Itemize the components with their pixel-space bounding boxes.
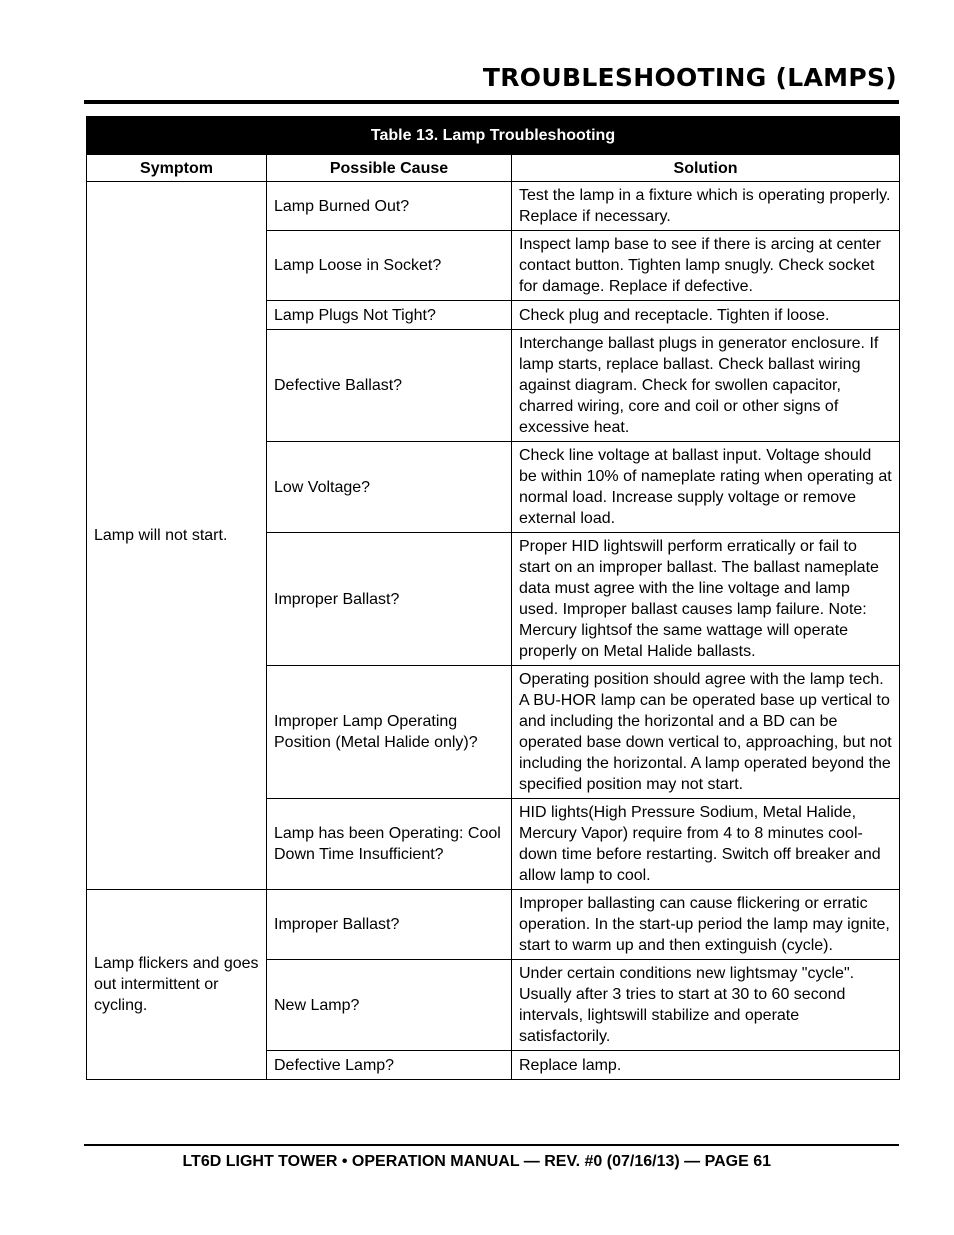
cause-cell: Improper Ballast? [267,890,512,960]
page-title: TROUBLESHOOTING (LAMPS) [482,63,897,92]
footer-rule [84,1144,899,1146]
cause-cell: Lamp Burned Out? [267,182,512,231]
symptom-cell: Lamp will not start. [87,182,267,890]
lamp-troubleshooting-table [86,116,900,1080]
cause-cell: New Lamp? [267,960,512,1051]
solution-cell: HID lights(High Pressure Sodium, Metal Halide, Mercury Vapor) require from 4 to 8 minutes cool-down time before restarting. Switch off breaker and allow lamp to cool. [512,799,900,890]
cause-cell: Defective Lamp? [267,1051,512,1080]
table-row [87,182,900,231]
page-footer: LT6D LIGHT TOWER • OPERATION MANUAL — REV. #0 (07/16/13) — PAGE 61 [182,1153,771,1170]
solution-cell: Under certain conditions new lightsmay "cycle". Usually after 3 tries to start at 30 to 60 second intervals, lightswill stabilize and operate satisfactorily. [512,960,900,1051]
table-caption: Table 13. Lamp Troubleshooting [87,117,900,155]
solution-cell: Proper HID lightswill perform erratically or fail to start on an improper ballast. The ballast nameplate data must agree with the line voltage and lamp used. Improper ballast causes lamp failure. Note: Mercury lightsof the same wattage will operate properly on Metal Halide ballasts. [512,533,900,666]
solution-cell: Check line voltage at ballast input. Voltage should be within 10% of nameplate rating when operating at normal load. Increase supply voltage or remove external load. [512,442,900,533]
column-header-possible-cause: Possible Cause [267,155,512,182]
solution-cell: Improper ballasting can cause flickering or erratic operation. In the start-up period the lamp may ignite, start to warm up and then extinguish (cycle). [512,890,900,960]
title-rule [84,100,899,104]
cause-cell: Lamp Loose in Socket? [267,231,512,301]
cause-cell: Low Voltage? [267,442,512,533]
cause-cell: Defective Ballast? [267,330,512,442]
column-header-solution: Solution [512,155,900,182]
column-header-symptom: Symptom [87,155,267,182]
solution-cell: Inspect lamp base to see if there is arcing at center contact button. Tighten lamp snugly. Check socket for damage. Replace if defective. [512,231,900,301]
cause-cell: Lamp Plugs Not Tight? [267,301,512,330]
cause-cell: Improper Ballast? [267,533,512,666]
cause-cell: Lamp has been Operating: Cool Down Time Insufficient? [267,799,512,890]
cause-cell: Improper Lamp Operating Position (Metal Halide only)? [267,666,512,799]
solution-cell: Replace lamp. [512,1051,900,1080]
solution-cell: Test the lamp in a fixture which is operating properly. Replace if necessary. [512,182,900,231]
table-row [87,890,900,960]
symptom-cell: Lamp flickers and goes out intermittent or cycling. [87,890,267,1080]
solution-cell: Check plug and receptacle. Tighten if loose. [512,301,900,330]
solution-cell: Operating position should agree with the lamp tech. A BU-HOR lamp can be operated base up vertical to and including the horizontal and a BD can be operated base down vertical to, approaching, but not including the horizontal. A lamp operated beyond the specified position may not start. [512,666,900,799]
solution-cell: Interchange ballast plugs in generator enclosure. If lamp starts, replace ballast. Check ballast wiring against diagram. Check for swollen capacitor, charred wiring, core and coil or other signs of excessive heat. [512,330,900,442]
